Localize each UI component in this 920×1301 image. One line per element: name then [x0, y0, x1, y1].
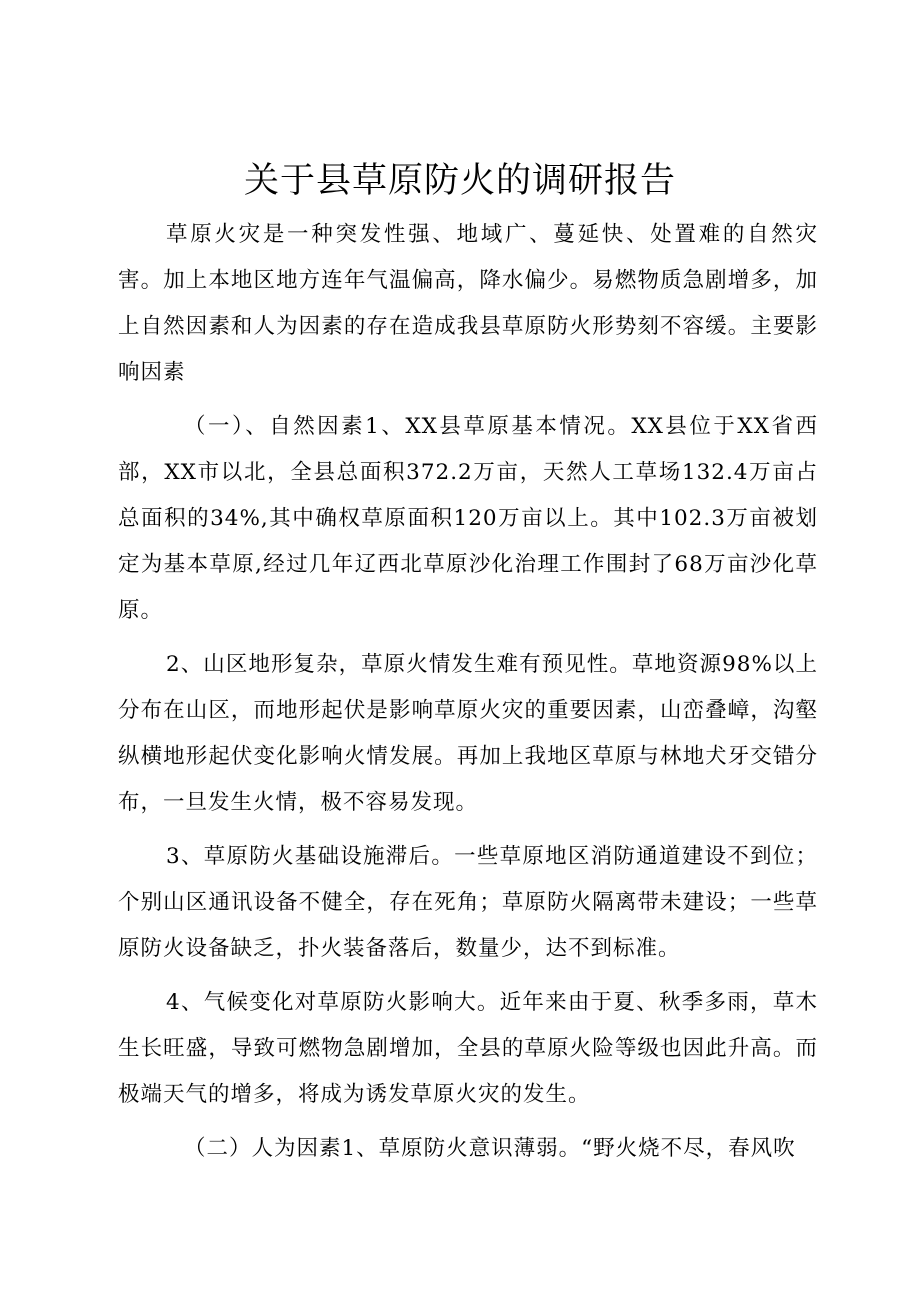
- paragraph-intro: 草原火灾是一种突发性强、地域广、蔓延快、处置难的自然灾害。加上本地区地方连年气温偏高，降水偏少。易燃物质急剧增多，加上自然因素和人为因素的存在造成我县草原防火形势刻不容缓。主要影响因素: [118, 222, 818, 385]
- paragraph-terrain: 2、山区地形复杂，草原火情发生难有预见性。草地资源98%以上分布在山区，而地形起伏是影响草原火灾的重要因素，山峦叠嶂，沟壑纵横地形起伏变化影响火情发展。再加上我地区草原与林地犬牙交错分布，一旦发生火情，极不容易发现。: [118, 652, 818, 815]
- paragraph-natural-factors: （一）、自然因素1、XX县草原基本情况。XX县位于XX省西部，XX市以北，全县总面积372.2万亩，天然人工草场132.4万亩占总面积的34%,其中确权草原面积120万亩以上。其中102.3万亩被划定为基本草原,经过几年辽西北草原沙化治理工作围封了68万亩沙化草原。: [118, 414, 818, 623]
- document-title: 关于县草原防火的调研报告: [243, 161, 676, 201]
- paragraph-human-factors: （二）人为因素1、草原防火意识薄弱。“野火烧不尽，春风吹: [184, 1136, 796, 1161]
- paragraph-climate: 4、气候变化对草原防火影响大。近年来由于夏、秋季多雨，草木生长旺盛，导致可燃物急剧增加，全县的草原火险等级也因此升高。而极端天气的增多，将成为诱发草原火灾的发生。: [118, 990, 818, 1107]
- paragraph-infrastructure: 3、草原防火基础设施滞后。一些草原地区消防通道建设不到位；个别山区通讯设备不健全，存在死角；草原防火隔离带未建设；一些草原防火设备缺乏，扑火装备落后，数量少，达不到标准。: [118, 844, 818, 961]
- document-body: [118, 212, 818, 1172]
